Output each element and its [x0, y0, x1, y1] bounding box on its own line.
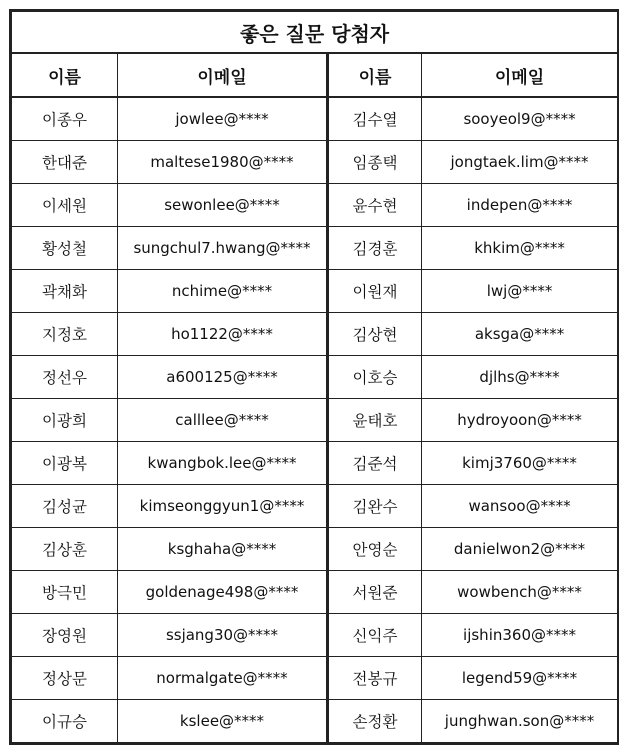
winner-name: 정상문 — [12, 657, 118, 700]
winner-email: aksga@**** — [422, 313, 618, 356]
table-row — [12, 657, 618, 700]
winner-name: 이호승 — [328, 356, 422, 399]
winner-name: 곽채화 — [12, 270, 118, 313]
winner-email: calllee@**** — [118, 399, 328, 442]
table-row — [12, 270, 618, 313]
table-row — [12, 97, 618, 141]
header-email-left: 이메일 — [118, 53, 328, 97]
table-row — [12, 356, 618, 399]
winner-name: 손정환 — [328, 700, 422, 743]
winner-name: 이광희 — [12, 399, 118, 442]
winner-name: 이원재 — [328, 270, 422, 313]
winner-email: jongtaek.lim@**** — [422, 141, 618, 184]
winner-name: 안영순 — [328, 528, 422, 571]
winner-email: jowlee@**** — [118, 97, 328, 141]
winner-email: danielwon2@**** — [422, 528, 618, 571]
winner-email: khkim@**** — [422, 227, 618, 270]
winner-name: 이세원 — [12, 184, 118, 227]
table-row — [12, 528, 618, 571]
winner-name: 김성균 — [12, 485, 118, 528]
winner-name: 지정호 — [12, 313, 118, 356]
winner-email: nchime@**** — [118, 270, 328, 313]
table-row — [12, 571, 618, 614]
title-row — [12, 12, 618, 54]
header-name-left: 이름 — [12, 53, 118, 97]
winner-name: 황성철 — [12, 227, 118, 270]
winner-email: ksghaha@**** — [118, 528, 328, 571]
winner-email: ho1122@**** — [118, 313, 328, 356]
winner-name: 김상현 — [328, 313, 422, 356]
table-row — [12, 184, 618, 227]
winners-sheet — [9, 9, 619, 745]
winner-email: kslee@**** — [118, 700, 328, 743]
table-row — [12, 141, 618, 184]
winner-email: goldenage498@**** — [118, 571, 328, 614]
winner-name: 김상훈 — [12, 528, 118, 571]
winner-name: 이종우 — [12, 97, 118, 141]
winner-email: lwj@**** — [422, 270, 618, 313]
winner-email: legend59@**** — [422, 657, 618, 700]
winner-name: 서원준 — [328, 571, 422, 614]
winner-name: 김경훈 — [328, 227, 422, 270]
table-row — [12, 442, 618, 485]
winner-name: 김완수 — [328, 485, 422, 528]
winner-email: kimj3760@**** — [422, 442, 618, 485]
winner-name: 한대준 — [12, 141, 118, 184]
winner-email: ijshin360@**** — [422, 614, 618, 657]
winner-name: 김수열 — [328, 97, 422, 141]
winner-name: 정선우 — [12, 356, 118, 399]
winner-email: ssjang30@**** — [118, 614, 328, 657]
winners-body — [12, 97, 618, 743]
winner-email: normalgate@**** — [118, 657, 328, 700]
winner-email: kwangbok.lee@**** — [118, 442, 328, 485]
winners-table — [11, 11, 618, 743]
winner-name: 신익주 — [328, 614, 422, 657]
winner-email: kimseonggyun1@**** — [118, 485, 328, 528]
winner-email: junghwan.son@**** — [422, 700, 618, 743]
winner-email: hydroyoon@**** — [422, 399, 618, 442]
winner-name: 임종택 — [328, 141, 422, 184]
winner-name: 윤태호 — [328, 399, 422, 442]
winner-email: wowbench@**** — [422, 571, 618, 614]
table-row — [12, 313, 618, 356]
winner-email: a600125@**** — [118, 356, 328, 399]
winner-email: djlhs@**** — [422, 356, 618, 399]
header-name-right: 이름 — [328, 53, 422, 97]
header-row — [12, 53, 618, 97]
table-row — [12, 700, 618, 743]
winner-name: 김준석 — [328, 442, 422, 485]
table-row — [12, 399, 618, 442]
winner-name: 장영원 — [12, 614, 118, 657]
winner-name: 방극민 — [12, 571, 118, 614]
winner-email: maltese1980@**** — [118, 141, 328, 184]
table-row — [12, 485, 618, 528]
winner-name: 이규승 — [12, 700, 118, 743]
table-row — [12, 614, 618, 657]
winner-name: 전봉규 — [328, 657, 422, 700]
winner-name: 이광복 — [12, 442, 118, 485]
winner-email: indepen@**** — [422, 184, 618, 227]
winner-email: sooyeol9@**** — [422, 97, 618, 141]
table-row — [12, 227, 618, 270]
winner-email: wansoo@**** — [422, 485, 618, 528]
header-email-right: 이메일 — [422, 53, 618, 97]
winner-email: sungchul7.hwang@**** — [118, 227, 328, 270]
winner-name: 윤수현 — [328, 184, 422, 227]
table-title: 좋은 질문 당첨자 — [12, 12, 618, 54]
winner-email: sewonlee@**** — [118, 184, 328, 227]
